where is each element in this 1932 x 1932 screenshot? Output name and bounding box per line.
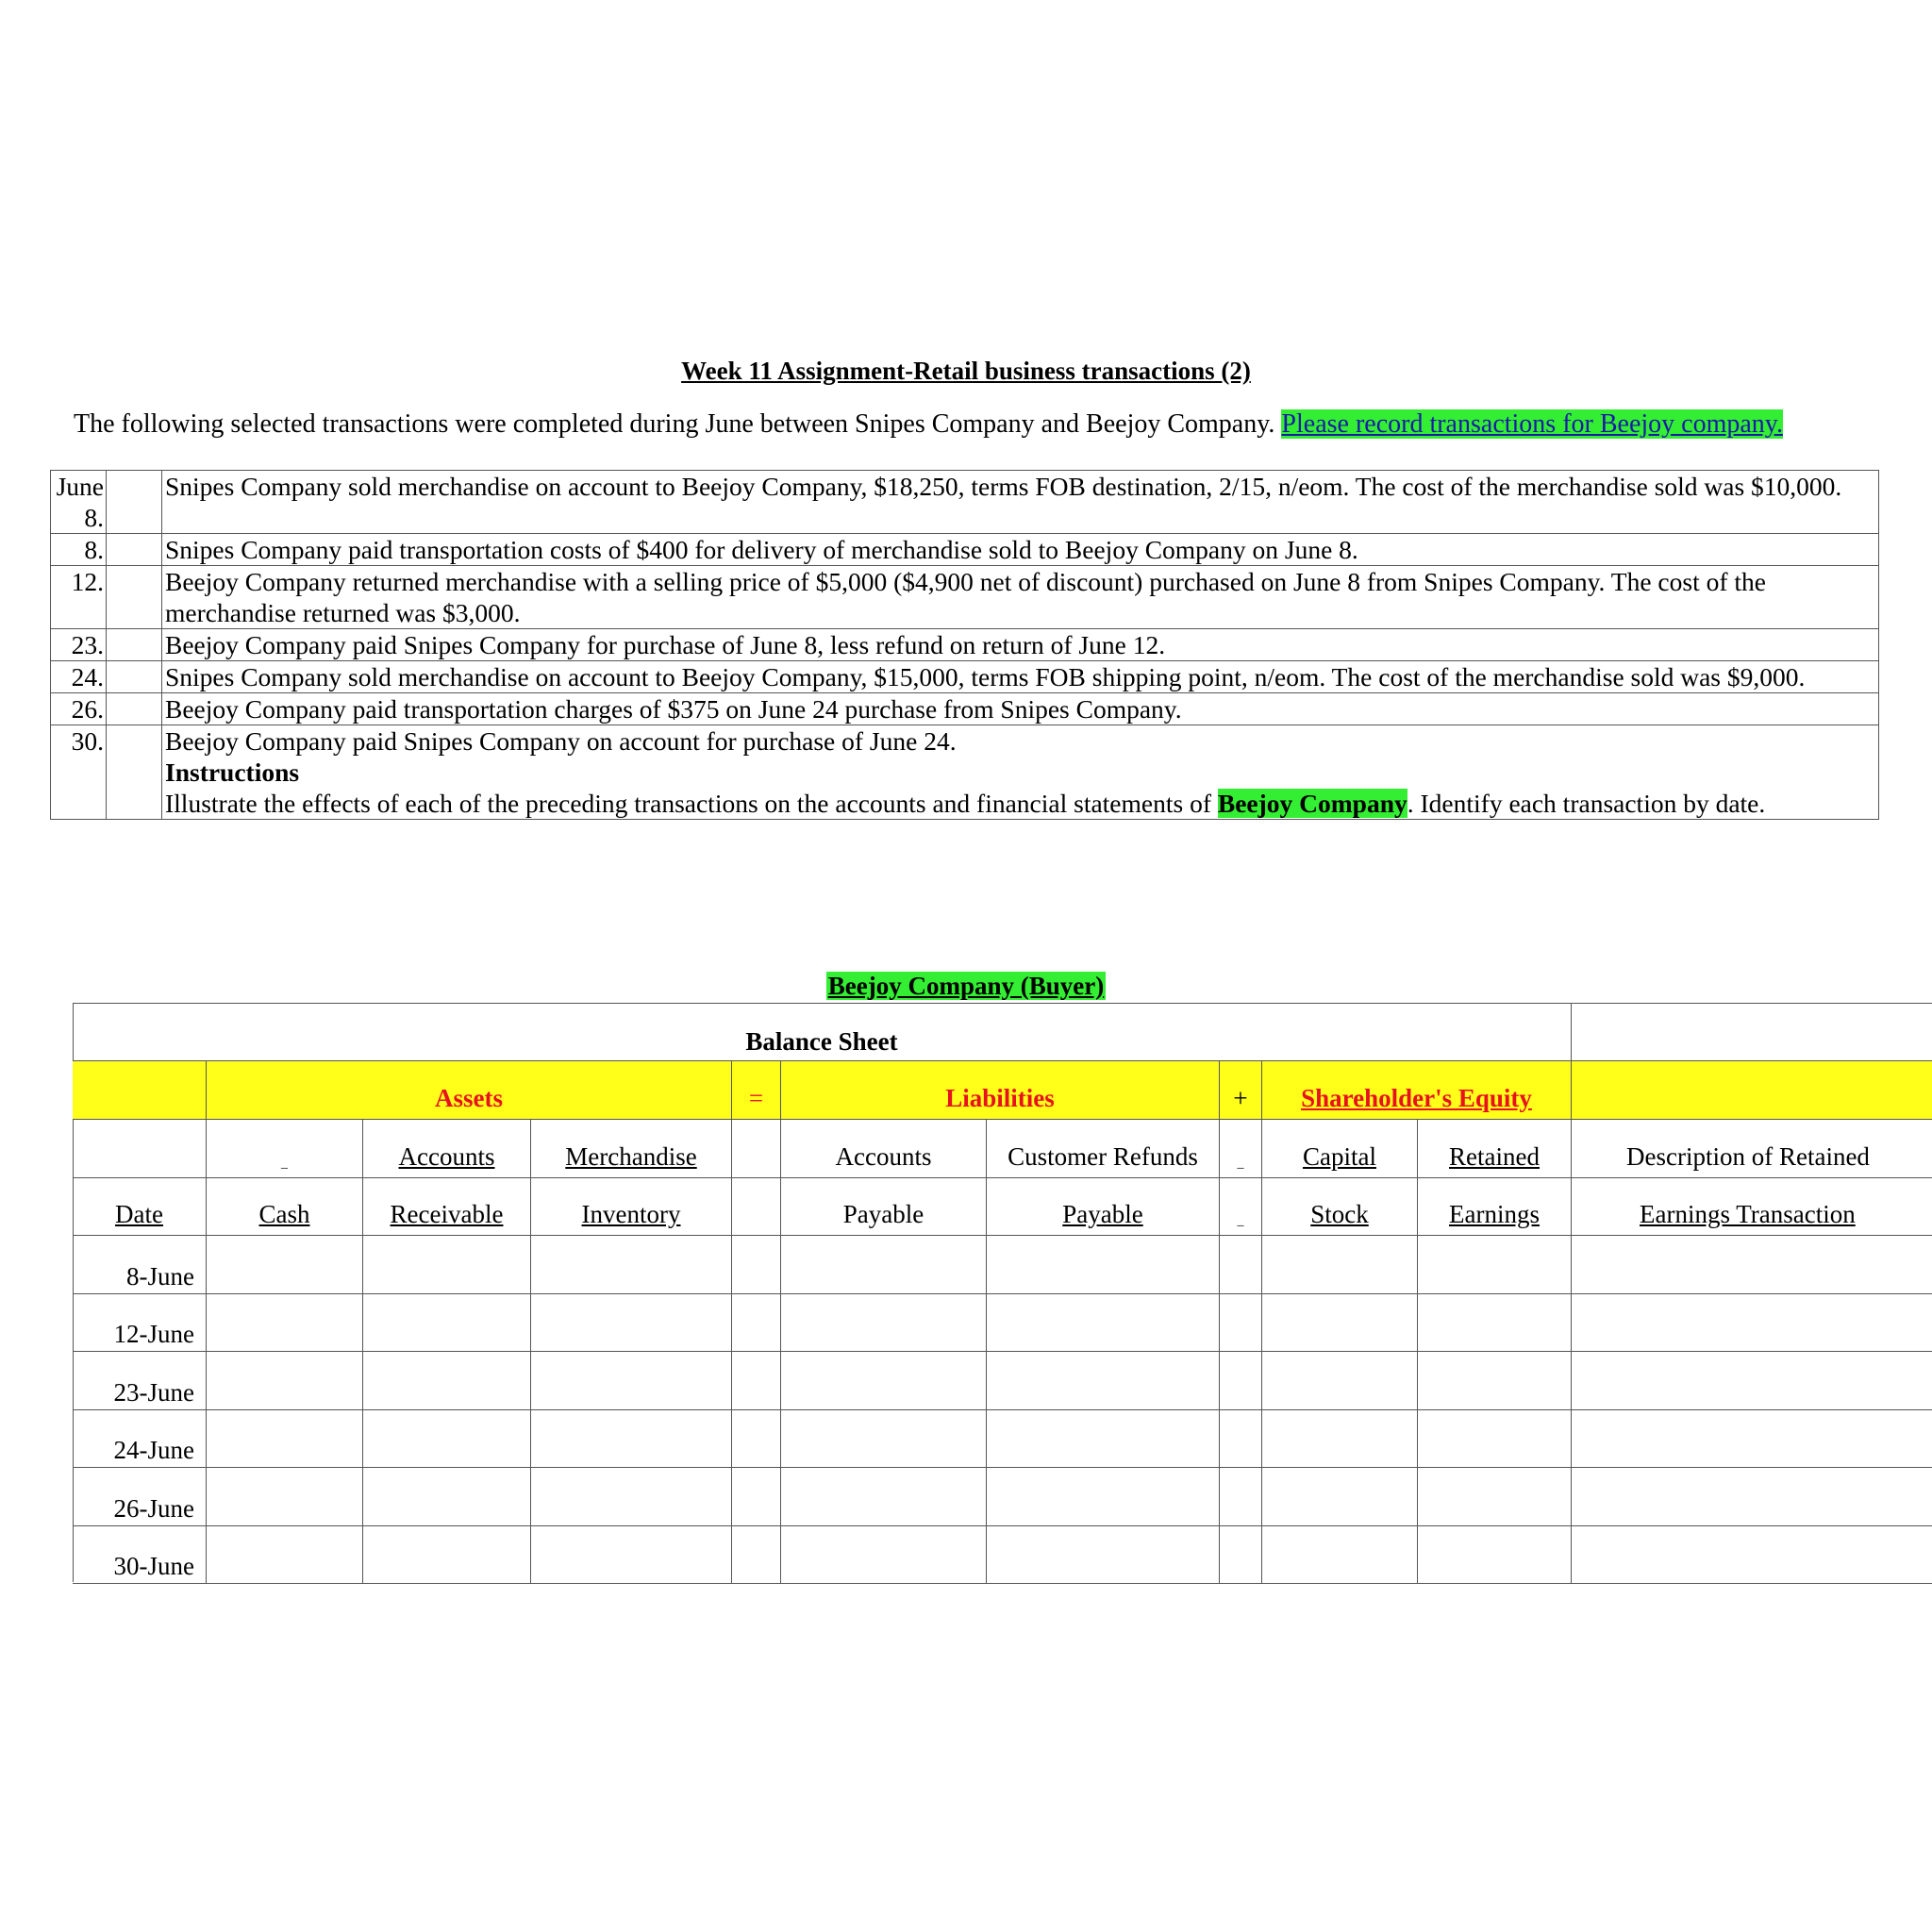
- re-cell[interactable]: [1418, 1468, 1572, 1526]
- transaction-text: Snipes Company sold merchandise on account to Beejoy Company, $18,250, terms FOB destination, 2/15, n/eom. The cost of the merchandise sold was $10,000.: [162, 471, 1879, 534]
- inv-cell[interactable]: [531, 1294, 732, 1352]
- assignment-title: Week 11 Assignment-Retail business transactions (2): [681, 357, 1251, 385]
- ap-cell[interactable]: [781, 1294, 987, 1352]
- row-date: 8-June: [73, 1236, 207, 1294]
- plus-cell: [1220, 1410, 1262, 1468]
- ar-cell[interactable]: [363, 1526, 531, 1584]
- transaction-text: Snipes Company sold merchandise on account to Beejoy Company, $15,000, terms FOB shipping point, n/eom. The cost of the merchandise sold was $9,000.: [162, 661, 1879, 693]
- ar-cell[interactable]: [363, 1294, 531, 1352]
- transaction-date: 23.: [51, 629, 107, 661]
- col-desc-bottom: [1572, 1178, 1932, 1236]
- desc-cell[interactable]: [1572, 1468, 1932, 1526]
- inv-cell[interactable]: [531, 1468, 732, 1526]
- desc-cell[interactable]: [1572, 1352, 1932, 1410]
- col-cs-top-text: Capital: [1303, 1142, 1376, 1171]
- col-re-top: [1418, 1120, 1572, 1178]
- transaction-text-30: Beejoy Company paid Snipes Company on account for purchase of June 24.: [165, 726, 957, 756]
- col-cs-top: [1262, 1120, 1418, 1178]
- re-cell[interactable]: [1418, 1352, 1572, 1410]
- eq-cell: [732, 1352, 781, 1410]
- desc-cell[interactable]: [1572, 1410, 1932, 1468]
- col-inv-bottom: [531, 1178, 732, 1236]
- equity-header: [1262, 1061, 1572, 1120]
- row-date: 30-June: [73, 1526, 207, 1584]
- re-cell[interactable]: [1418, 1294, 1572, 1352]
- col-re-bottom: [1418, 1178, 1572, 1236]
- company-highlight: Beejoy Company: [1217, 789, 1407, 818]
- col-ap-top: Accounts: [781, 1120, 987, 1178]
- eq-cell: [732, 1526, 781, 1584]
- crp-cell[interactable]: [987, 1468, 1220, 1526]
- desc-cell[interactable]: [1572, 1526, 1932, 1584]
- cash-cell[interactable]: [207, 1526, 363, 1584]
- record-instruction-link[interactable]: Please record transactions for Beejoy company.: [1281, 409, 1783, 439]
- row-date: 26-June: [73, 1468, 207, 1526]
- crp-cell[interactable]: [987, 1410, 1220, 1468]
- ap-cell[interactable]: [781, 1526, 987, 1584]
- balance-sheet-grid: Balance Sheet Assets = Liabilities + Shareholder's Equity _ Accounts Merchandise Accounts Customer Refunds _ Capital Retained Description of Retained Date Cash Receivable Inventory Payable Payable _ Stock Earnings Earnings Transaction 8-June 12-June 23-June 24-June 26-June 30-June: [0, 0, 1932, 1932]
- instructions-text: Illustrate the effects of each of the preceding transactions on the accounts and financial statements of: [165, 789, 1218, 818]
- equity-header-text: Shareholder's Equity: [1301, 1084, 1532, 1112]
- row-date: 24-June: [73, 1410, 207, 1468]
- inv-cell[interactable]: [531, 1236, 732, 1294]
- eq-cell: [732, 1410, 781, 1468]
- col-date: [73, 1178, 207, 1236]
- col-ar-top-text: Accounts: [398, 1142, 495, 1171]
- re-cell[interactable]: [1418, 1410, 1572, 1468]
- buyer-label-text: Beejoy Company (Buyer): [827, 972, 1105, 1000]
- cs-cell[interactable]: [1262, 1236, 1418, 1294]
- intro-body: The following selected transactions were completed during June between Snipes Company and Beejoy Company.: [74, 409, 1282, 439]
- ap-cell[interactable]: [781, 1352, 987, 1410]
- plus-cell: [1220, 1468, 1262, 1526]
- transaction-text: Beejoy Company paid Snipes Company for purchase of June 8, less refund on return of June 12.: [162, 629, 1879, 661]
- col-inv-bottom-text: Inventory: [581, 1200, 681, 1228]
- transaction-date: 26.: [51, 693, 107, 725]
- eq-cell: [732, 1236, 781, 1294]
- instructions-heading: Instructions: [165, 758, 300, 787]
- col-desc-bottom-text: Earnings Transaction: [1640, 1200, 1856, 1228]
- col-cash-text: Cash: [258, 1200, 310, 1228]
- ar-cell[interactable]: [363, 1236, 531, 1294]
- col-cs-bottom-text: Stock: [1310, 1200, 1369, 1228]
- ap-cell[interactable]: [781, 1410, 987, 1468]
- plus-sign: +: [1220, 1061, 1262, 1120]
- liabilities-header: Liabilities: [781, 1061, 1220, 1120]
- cs-cell[interactable]: [1262, 1410, 1418, 1468]
- plus-cell: [1220, 1526, 1262, 1584]
- row-date: 12-June: [73, 1294, 207, 1352]
- ar-cell[interactable]: [363, 1468, 531, 1526]
- crp-cell[interactable]: [987, 1294, 1220, 1352]
- desc-cell[interactable]: [1572, 1236, 1932, 1294]
- instructions-text-end: . Identify each transaction by date.: [1407, 789, 1766, 818]
- plus-cell: [1220, 1352, 1262, 1410]
- col-re-top-text: Retained: [1449, 1142, 1540, 1171]
- cs-cell[interactable]: [1262, 1468, 1418, 1526]
- col-date-text: Date: [115, 1200, 163, 1228]
- cash-cell[interactable]: [207, 1410, 363, 1468]
- plus-cell: [1220, 1236, 1262, 1294]
- transaction-text: Beejoy Company paid transportation charges of $375 on June 24 purchase from Snipes Company.: [162, 693, 1879, 725]
- eq-cell: [732, 1468, 781, 1526]
- cs-cell[interactable]: [1262, 1352, 1418, 1410]
- col-desc-top: Description of Retained: [1572, 1120, 1932, 1178]
- equals-sign: =: [732, 1061, 781, 1120]
- cs-cell[interactable]: [1262, 1294, 1418, 1352]
- col-crp-bottom: [987, 1178, 1220, 1236]
- eq-cell: [732, 1294, 781, 1352]
- cash-cell[interactable]: [207, 1236, 363, 1294]
- crp-cell[interactable]: [987, 1352, 1220, 1410]
- col-ar-top: [363, 1120, 531, 1178]
- ap-cell[interactable]: [781, 1468, 987, 1526]
- desc-cell[interactable]: [1572, 1294, 1932, 1352]
- col-crp-bottom-text: Payable: [1062, 1200, 1143, 1228]
- cash-cell[interactable]: [207, 1468, 363, 1526]
- transaction-text: Snipes Company paid transportation costs of $400 for delivery of merchandise sold to Beejoy Company on June 8.: [162, 534, 1879, 566]
- crp-cell[interactable]: [987, 1236, 1220, 1294]
- col-ar-bottom: [363, 1178, 531, 1236]
- col-crp-top: Customer Refunds: [987, 1120, 1220, 1178]
- re-cell[interactable]: [1418, 1236, 1572, 1294]
- col-inv-top-text: Merchandise: [565, 1142, 697, 1171]
- transaction-date: 24.: [51, 661, 107, 693]
- ar-cell[interactable]: [363, 1410, 531, 1468]
- inv-cell[interactable]: [531, 1410, 732, 1468]
- transaction-text: Beejoy Company returned merchandise with a selling price of $5,000 ($4,900 net of discount) purchased on June 8 from Snipes Company. The cost of the merchandise returned was $3,000.: [162, 566, 1879, 629]
- col-ar-bottom-text: Receivable: [390, 1200, 504, 1228]
- ar-cell[interactable]: [363, 1352, 531, 1410]
- transaction-date: June 8.: [51, 471, 107, 534]
- plus-cell: [1220, 1294, 1262, 1352]
- transaction-date: 30.: [51, 725, 107, 820]
- crp-cell[interactable]: [987, 1526, 1220, 1584]
- transaction-date: 8.: [51, 534, 107, 566]
- re-cell[interactable]: [1418, 1526, 1572, 1584]
- col-cash: [207, 1178, 363, 1236]
- inv-cell[interactable]: [531, 1352, 732, 1410]
- cash-cell[interactable]: [207, 1352, 363, 1410]
- row-date: 23-June: [73, 1352, 207, 1410]
- col-ap-bottom: Payable: [781, 1178, 987, 1236]
- cs-cell[interactable]: [1262, 1526, 1418, 1584]
- inv-cell[interactable]: [531, 1526, 732, 1584]
- assets-header: Assets: [207, 1061, 732, 1120]
- col-re-bottom-text: Earnings: [1449, 1200, 1540, 1228]
- col-inv-top: [531, 1120, 732, 1178]
- cash-cell[interactable]: [207, 1294, 363, 1352]
- balance-sheet-title: Balance Sheet: [73, 1003, 1572, 1061]
- transaction-date: 12.: [51, 566, 107, 629]
- ap-cell[interactable]: [781, 1236, 987, 1294]
- col-cs-bottom: [1262, 1178, 1418, 1236]
